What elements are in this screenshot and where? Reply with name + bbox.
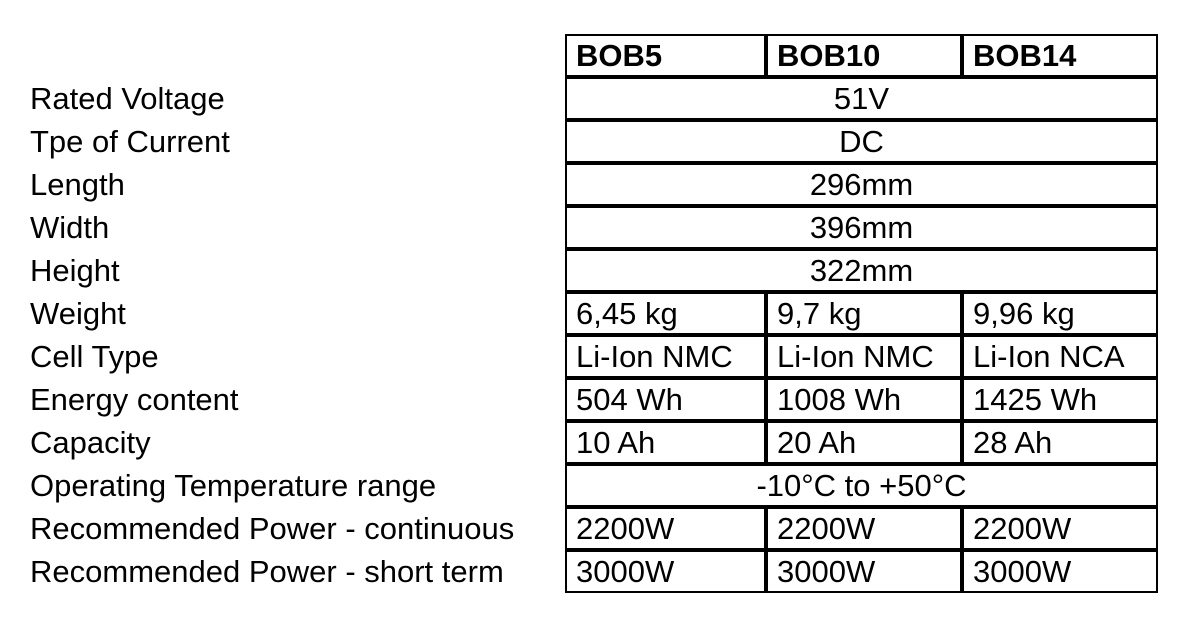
table-row (565, 163, 1158, 206)
value-cell: 3000W (766, 550, 962, 593)
merged-value-cell: 51V (565, 77, 1158, 120)
merged-value-cell: 396mm (565, 206, 1158, 249)
value-cell: 9,7 kg (766, 292, 962, 335)
value-cell: 2200W (565, 507, 766, 550)
row-label: Recommended Power - continuous (30, 511, 515, 546)
table-row (565, 464, 1158, 507)
table-row (565, 292, 1158, 335)
value-cell: Li-Ion NMC (766, 335, 962, 378)
value-cell: 20 Ah (766, 421, 962, 464)
row-label: Tpe of Current (30, 124, 230, 159)
row-label: Rated Voltage (30, 81, 225, 116)
table-row (565, 77, 1158, 120)
row-label: Height (30, 253, 120, 288)
merged-value-cell: 322mm (565, 249, 1158, 292)
row-label: Length (30, 167, 125, 202)
value-cell: 28 Ah (962, 421, 1158, 464)
value-cell: 2200W (962, 507, 1158, 550)
table-row (565, 378, 1158, 421)
merged-value-cell: DC (565, 120, 1158, 163)
value-cell: 2200W (766, 507, 962, 550)
row-label: Energy content (30, 382, 239, 417)
value-cell: 504 Wh (565, 378, 766, 421)
row-label: Capacity (30, 425, 151, 460)
value-cell: 1425 Wh (962, 378, 1158, 421)
spec-table (565, 34, 1158, 593)
table-row (565, 507, 1158, 550)
column-header-bob5: BOB5 (565, 34, 766, 77)
table-row (565, 120, 1158, 163)
row-labels-column (30, 34, 565, 593)
table-header-row (565, 34, 1158, 77)
value-cell: Li-Ion NCA (962, 335, 1158, 378)
value-cell: 9,96 kg (962, 292, 1158, 335)
row-label: Operating Temperature range (30, 468, 437, 503)
value-cell: 3000W (565, 550, 766, 593)
value-cell: 3000W (962, 550, 1158, 593)
merged-value-cell: 296mm (565, 163, 1158, 206)
row-label: Cell Type (30, 339, 159, 374)
value-cell: 1008 Wh (766, 378, 962, 421)
table-row (565, 335, 1158, 378)
row-label: Width (30, 210, 110, 245)
row-label: Recommended Power - short term (30, 554, 504, 589)
merged-value-cell: -10°C to +50°C (565, 464, 1158, 507)
table-row (565, 550, 1158, 593)
column-header-bob10: BOB10 (766, 34, 962, 77)
header-row-spacer (30, 34, 565, 77)
value-cell: Li-Ion NMC (565, 335, 766, 378)
table-row (565, 421, 1158, 464)
value-cell: 6,45 kg (565, 292, 766, 335)
table-row (565, 249, 1158, 292)
column-header-bob14: BOB14 (962, 34, 1158, 77)
value-cell: 10 Ah (565, 421, 766, 464)
table-row (565, 206, 1158, 249)
row-label: Weight (30, 296, 126, 331)
